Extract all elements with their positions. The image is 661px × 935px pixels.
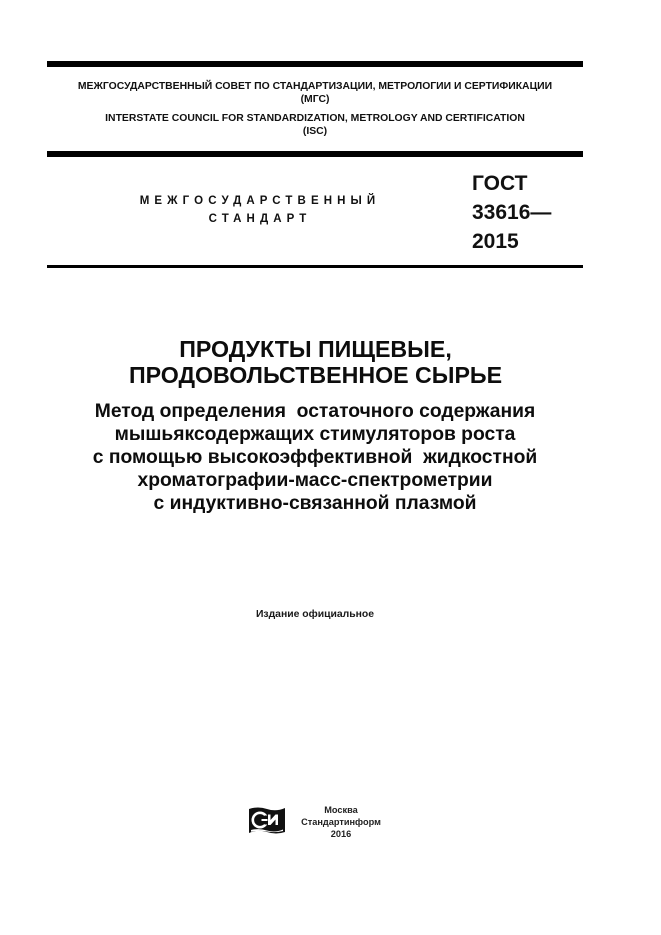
edition-label: Издание официальное (255, 609, 375, 620)
bottom-divider (47, 265, 583, 268)
gost-year: 2015 (472, 230, 519, 253)
gost-number: 33616— (472, 201, 552, 224)
standard-type-line2: СТАНДАРТ (208, 213, 312, 225)
document-title (0, 336, 631, 388)
gost-designation (472, 169, 551, 256)
title-line1: ПРОДУКТЫ ПИЩЕВЫЕ, (179, 336, 452, 362)
council-en-line1: INTERSTATE COUNCIL FOR STANDARDIZATION, METROLOGY AND CERTIFICATION (105, 113, 525, 124)
gost-label: ГОСТ (472, 172, 528, 195)
standartinform-logo-icon (248, 805, 286, 839)
council-english-name (47, 112, 583, 138)
subtitle-line: мышьяксодержащих стимуляторов роста (114, 424, 516, 445)
top-divider (47, 61, 583, 67)
publisher-year: 2016 (330, 829, 352, 839)
council-russian-name (47, 80, 583, 106)
council-en-abbrev: (ISC) (302, 126, 328, 137)
publisher-info (291, 804, 391, 840)
council-ru-abbrev: (МГС) (300, 94, 330, 105)
publisher-name: Стандартинформ (301, 817, 381, 827)
standard-type-line1: МЕЖГОСУДАРСТВЕННЫЙ (139, 195, 381, 207)
council-ru-line1: МЕЖГОСУДАРСТВЕННЫЙ СОВЕТ ПО СТАНДАРТИЗАЦИИ, МЕТРОЛОГИИ И СЕРТИФИКАЦИИ (77, 81, 553, 92)
publisher-city: Москва (324, 805, 358, 815)
subtitle-line: с помощью высокоэффективной жидкостной (92, 447, 538, 468)
title-line2: ПРОДОВОЛЬСТВЕННОЕ СЫРЬЕ (128, 362, 503, 388)
subtitle-line: Метод определения остаточного содержания (94, 401, 536, 422)
document-subtitle (0, 400, 630, 515)
subtitle-line: хроматографии-масс-спектрометрии (137, 470, 493, 491)
middle-divider (47, 151, 583, 157)
subtitle-line: с индуктивно-связанной плазмой (153, 493, 477, 514)
